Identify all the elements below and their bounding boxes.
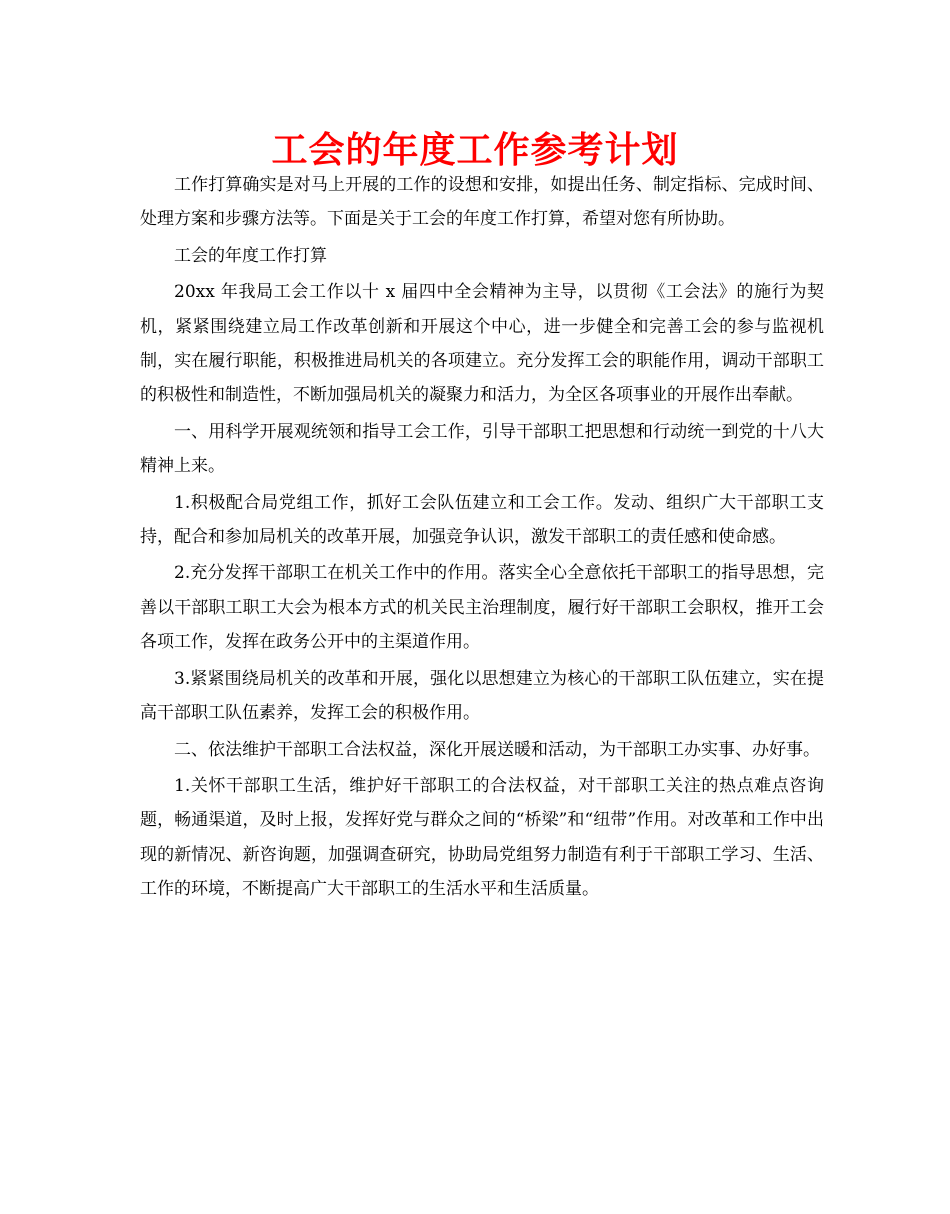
paragraph-item-1-3: 3.紧紧围绕局机关的改革和开展，强化以思想建立为核心的干部职工队伍建立，实在提高干部职工队伍素养，发挥工会的积极作用。 bbox=[140, 668, 824, 724]
document-body bbox=[140, 168, 824, 909]
paragraph-item-1-2: 2.充分发挥干部职工在机关工作中的作用。落实全心全意依托干部职工的指导思想，完善以干部职工职工大会为根本方式的机关民主治理制度，履行好干部职工会职权，推开工会各项工作，发挥在政务公开中的主渠道作用。 bbox=[140, 563, 824, 653]
paragraph-intro: 工作打算确实是对马上开展的工作的设想和安排，如提出任务、制定指标、完成时间、处理方案和步骤方法等。下面是关于工会的年度工作打算，希望对您有所协助。 bbox=[140, 175, 824, 230]
paragraph-heading: 工会的年度工作打算 bbox=[174, 245, 327, 266]
paragraph-item-1-1: 1.积极配合局党组工作，抓好工会队伍建立和工会工作。发动、组织广大干部职工支持，配合和参加局机关的改革开展，加强竞争认识，激发干部职工的责任感和使命感。 bbox=[140, 492, 824, 548]
paragraph-item-2-1: 1.关怀干部职工生活，维护好干部职工的合法权益，对干部职工关注的热点难点咨询题，畅通渠道，及时上报，发挥好党与群众之间的“桥梁”和“纽带”作用。对改革和工作中出现的新情况、新咨询题，加强调查研究，协助局党组努力制造有利于干部职工学习、生活、工作的环境，不断提高广大干部职工的生活水平和生活质量。 bbox=[140, 775, 824, 900]
paragraph-overview: 20xx 年我局工会工作以十 x 届四中全会精神为主导，以贯彻《工会法》的施行为契机，紧紧围绕建立局工作改革创新和开展这个中心，进一步健全和完善工会的参与监视机制，实在履行职能，积极推进局机关的各项建立。充分发挥工会的职能作用，调动干部职工的积极性和制造性，不断加强局机关的凝聚力和活力，为全区各项事业的开展作出奉献。 bbox=[140, 282, 824, 406]
paragraph-section-one: 一、用科学开展观统领和指导工会工作，引导干部职工把思想和行动统一到党的十八大精神上来。 bbox=[140, 421, 824, 477]
document-title: 工会的年度工作参考计划 bbox=[271, 130, 679, 171]
paragraph-section-two: 二、依法维护干部职工合法权益，深化开展送暖和活动，为干部职工办实事、办好事。 bbox=[174, 739, 820, 760]
